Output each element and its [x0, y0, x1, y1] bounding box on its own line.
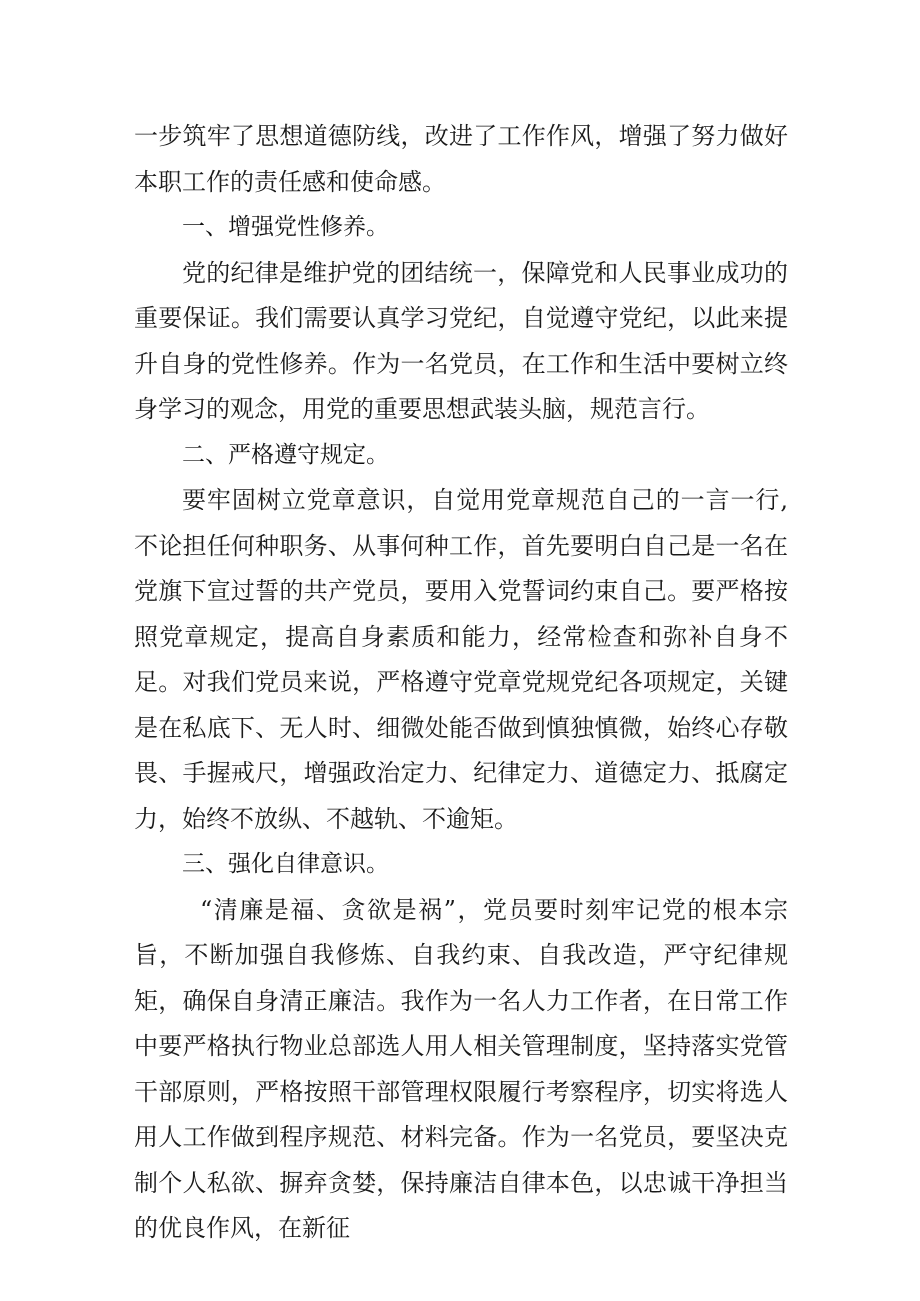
section-heading-2: 二、严格遵守规定。: [182, 441, 389, 468]
section-heading-1: 一、增强党性修养。: [182, 214, 389, 240]
section-paragraph-3: “清廉是福、贪欲是祸”，党员要时刻牢记党的根本宗旨，不断加强自我修炼、自我约束、自我改造，严守纪律规矩，确保自身清正廉洁。我作为一名人力工作者，在日常工作中要严格执行物业总部选人用人相关管理制度，坚持落实党管干部原则，严格按照干部管理权限履行考察程序，切实将选人用人工作做到程序规范、材料完备。作为一名党员，要坚决克制个人私欲、摒弃贪婪，保持廉洁自律本色，以忠诚干净担当的优良作风，在新征: [134, 895, 788, 1242]
section-paragraph-2: 要牢固树立党章意识，自觉用党章规范自己的一言一行,不论担任何种职务、从事何种工作，首先要明白自己是一名在党旗下宣过誓的共产党员，要用入党誓词约束自己。要严格按照党章规定，提高自身素质和能力，经常检查和弥补自身不足。对我们党员来说，严格遵守党章党规党纪各项规定，关键是在私底下、无人时、细微处能否做到慎独慎微，始终心存敬畏、手握戒尺，增强政治定力、纪律定力、道德定力、抵腐定力，始终不放纵、不越轨、不逾矩。: [134, 486, 788, 833]
section-paragraph-1: 党的纪律是维护党的团结统一，保障党和人民事业成功的重要保证。我们需要认真学习党纪，自觉遵守党纪，以此来提升自身的党性修养。作为一名党员，在工作和生活中要树立终身学习的观念，用党的重要思想武装头脑，规范言行。: [134, 258, 788, 423]
document-body: [134, 114, 788, 1252]
intro-paragraph: 一步筑牢了思想道德防线，改进了工作作风，增强了努力做好本职工作的责任感和使命感。: [134, 122, 788, 196]
section-heading-3: 三、强化自律意识。: [182, 851, 389, 877]
